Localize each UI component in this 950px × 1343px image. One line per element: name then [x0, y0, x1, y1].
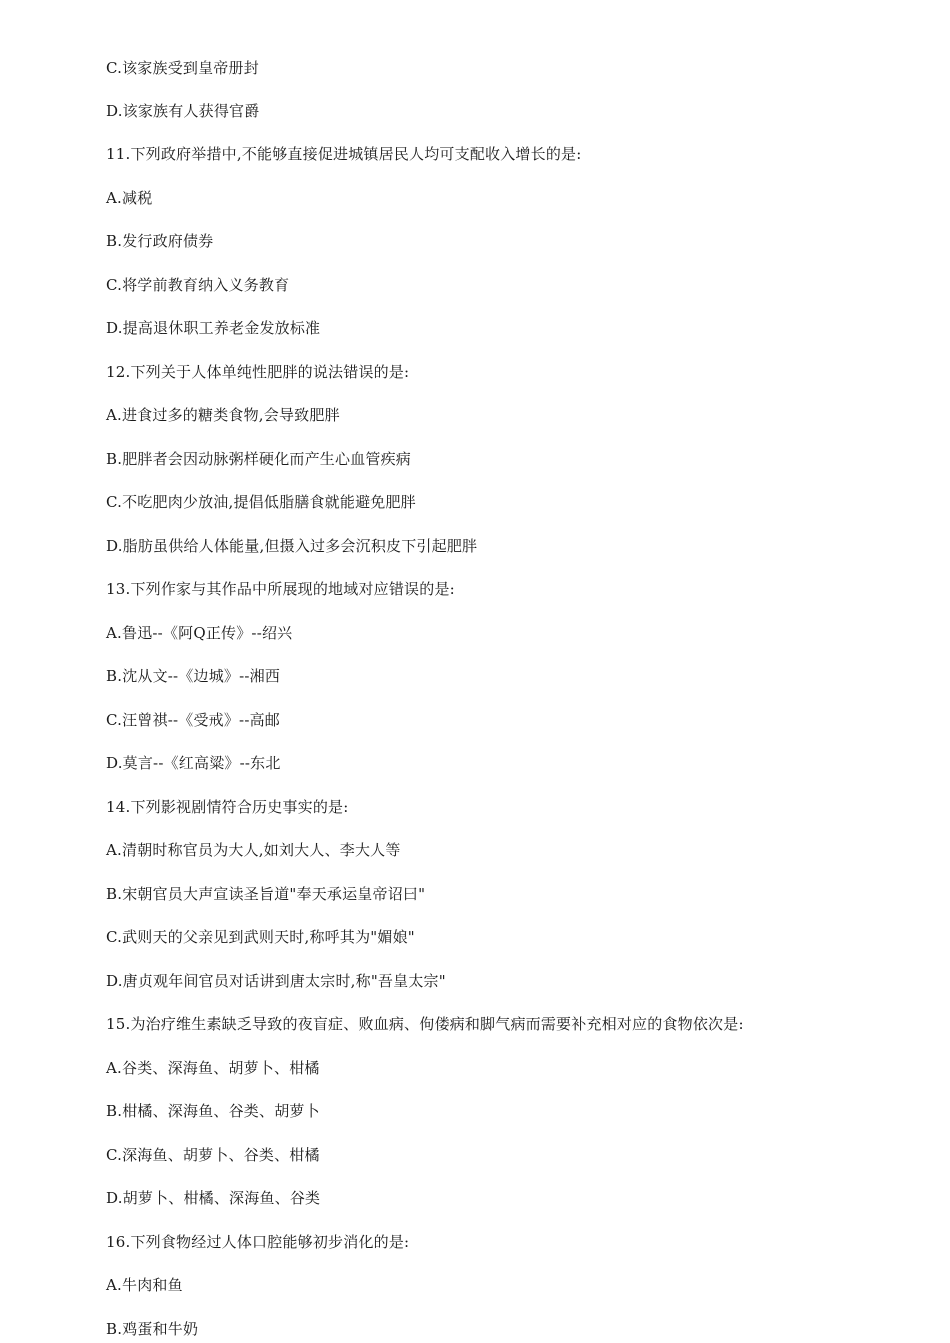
- option-10c: C.该家族受到皇帝册封: [106, 59, 259, 77]
- option-11a: A.减税: [106, 189, 153, 207]
- option-13a: A.鲁迅--《阿Q正传》--绍兴: [106, 624, 293, 642]
- option-12d: D.脂肪虽供给人体能量,但摄入过多会沉积皮下引起肥胖: [106, 537, 478, 555]
- option-15c: C.深海鱼、胡萝卜、谷类、柑橘: [106, 1146, 320, 1164]
- option-15a: A.谷类、深海鱼、胡萝卜、柑橘: [106, 1059, 320, 1077]
- option-10d: D.该家族有人获得官爵: [106, 102, 260, 120]
- option-15b: B.柑橘、深海鱼、谷类、胡萝卜: [106, 1102, 320, 1120]
- question-16: 16.下列食物经过人体口腔能够初步消化的是:: [106, 1233, 410, 1251]
- option-15d: D.胡萝卜、柑橘、深海鱼、谷类: [106, 1189, 321, 1207]
- question-11: 11.下列政府举措中,不能够直接促进城镇居民人均可支配收入增长的是:: [106, 145, 582, 163]
- question-12: 12.下列关于人体单纯性肥胖的说法错误的是:: [106, 363, 410, 381]
- option-14d: D.唐贞观年间官员对话讲到唐太宗时,称"吾皇太宗": [106, 972, 446, 990]
- question-15: 15.为治疗维生素缺乏导致的夜盲症、败血病、佝偻病和脚气病而需要补充相对应的食物依次是:: [106, 1015, 744, 1033]
- question-13: 13.下列作家与其作品中所展现的地域对应错误的是:: [106, 580, 455, 598]
- option-14c: C.武则天的父亲见到武则天时,称呼其为"媚娘": [106, 928, 415, 946]
- option-12b: B.肥胖者会因动脉粥样硬化而产生心血管疾病: [106, 450, 411, 468]
- option-11d: D.提高退休职工养老金发放标准: [106, 319, 321, 337]
- option-16a: A.牛肉和鱼: [106, 1276, 183, 1294]
- option-12c: C.不吃肥肉少放油,提倡低脂膳食就能避免肥胖: [106, 493, 416, 511]
- option-13c: C.汪曾祺--《受戒》--高邮: [106, 711, 280, 729]
- question-14: 14.下列影视剧情符合历史事实的是:: [106, 798, 349, 816]
- option-14a: A.清朝时称官员为大人,如刘大人、李大人等: [106, 841, 401, 859]
- option-13d: D.莫言--《红高粱》--东北: [106, 754, 281, 772]
- option-12a: A.进食过多的糖类食物,会导致肥胖: [106, 406, 340, 424]
- option-11c: C.将学前教育纳入义务教育: [106, 276, 290, 294]
- option-16b: B.鸡蛋和牛奶: [106, 1320, 199, 1338]
- option-11b: B.发行政府债券: [106, 232, 214, 250]
- option-13b: B.沈从文--《边城》--湘西: [106, 667, 281, 685]
- option-14b: B.宋朝官员大声宣读圣旨道"奉天承运皇帝诏曰": [106, 885, 426, 903]
